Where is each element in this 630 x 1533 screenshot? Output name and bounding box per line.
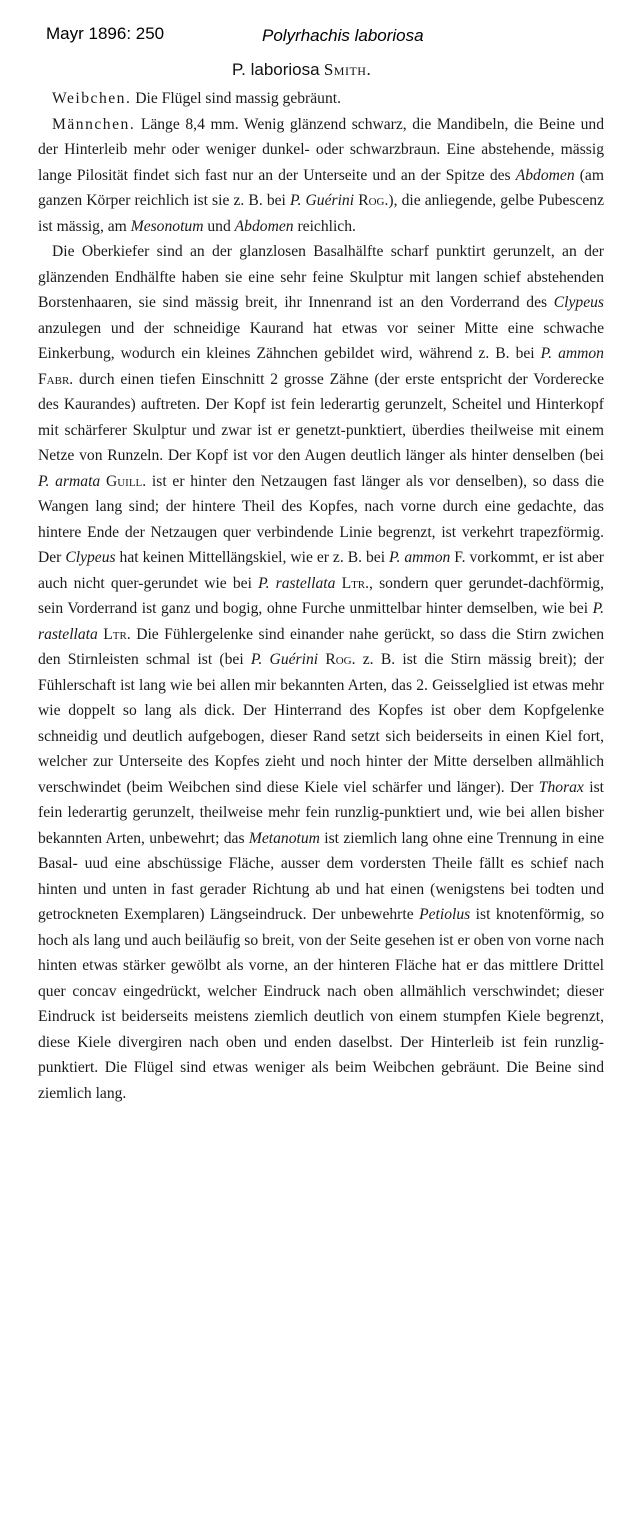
taxon-name: Mesonotum [130, 217, 204, 235]
text-run: Länge 8,4 mm. Wenig glänzend schwarz, die Mandibeln, die Beine und der Hinterleib mehr oder weniger dunkel- oder schwarzbraun. Eine abstehende, mässig lange Pilosität findet sich fast nur an der Unterseite und an der Spitze des [38, 115, 604, 184]
text-run: und [203, 217, 235, 235]
taxon-name: Abdomen [234, 217, 294, 235]
section-label-weibchen: Weibchen. [52, 90, 132, 107]
text-run: ist er hinter den Netzaugen fast länger als vor denselben), so dass die Wangen lang sind; der hintere Theil des Kopfes, nach vorne durch eine gedachte, das hintere Ende der Netzaugen quer verbindende Linie begrenzt, ist verkehrt trapezförmig. Der [38, 472, 604, 566]
text-run: z. B. ist die Stirn mässig breit); der Fühlerschaft ist lang wie bei allen mir bekannten Arten, das 2. Geisselglied ist etwas mehr wie doppelt so lang als dick. Der Hinterrand des Kopfes ist ober dem Kopfgelenke schneidig und deutlich aufgebogen, dieser Rand setzt sich beiderseits in einen Kiel fort, welcher zur Unterseite des Kopfes zieht und noch hinter der Mitte derselben allmählich verschwindet (beim Weibchen sind diese Kiele viel schärfer und länger). Der [38, 651, 605, 796]
text-run: Die Oberkiefer sind an der glanzlosen Basalhälfte scharf punktirt gerunzelt, an der glänzenden Endhälfte haben sie eine sehr feine Skulptur mit langen schief abstehenden Borstenhaaren, sie sind mässig breit, ihr Innenrand ist an den Vorderrand des [38, 243, 604, 311]
author-abbrev: Ltr. [341, 574, 370, 592]
author-abbrev: Fabr. [38, 370, 74, 388]
text-run: ist ziemlich lang ohne eine Trennung in eine Basal- uud eine abschüssige Fläche, ausser dem vordersten Theile fällt es schief nach hinten und unten in fast gerader Richtung ab und hat einen (wenigstens bei todten und getrockneten Exemplaren) Längseindruck. Der unbewehrte [38, 829, 605, 923]
text-run: Die Flügel sind massig gebräunt. [131, 90, 341, 107]
species-heading-author: Smith. [323, 60, 372, 79]
text-run: ist knotenförmig, so hoch als lang und auch beiläufig so breit, von der Seite gesehen ist er oben von vorne nach hinten etwas stärker gewölbt als vorne, an der hinteren Fläche hat er das mittlere Drittel quer concav eingedrückt, welcher Eindruck nach oben allmählich verschwindet; dieser Eindruck ist beiderseits meistens ziemlich deutlich von einem stumpfen Kiele begrenzt, diese Kiele divergiren nach oben und enden daselbst. Der Hinterleib ist fein runzlig-punktiert. Die Flügel sind etwas weniger als beim Weibchen gebräunt. Die Beine sind ziemlich lang. [38, 906, 604, 1102]
citation-label: Mayr 1896: 250 [46, 24, 165, 43]
text-run: reichlich. [293, 217, 356, 235]
text-run: ist fein lederartig gerunzelt, theilweise mehr fein runzlig-punktiert und, wie bei allen bisher bekannten Arten, unbewehrt; das [38, 778, 604, 847]
author-abbrev: Rog. [325, 651, 356, 668]
paragraph-description [38, 239, 604, 1106]
taxon-name: Clypeus [65, 549, 116, 566]
body-text [38, 86, 604, 1106]
taxon-name: Petiolus [419, 906, 471, 923]
author-abbrev: Rog. [358, 192, 389, 209]
text-run: ), die anliegende, gelbe Pubescenz ist mässig, am [38, 192, 604, 235]
taxon-name: P. armata [38, 472, 101, 490]
species-heading [232, 60, 371, 80]
text-run: hat keinen Mittellängskiel, wie er z. B. bei [115, 549, 389, 566]
text-run: anzulegen und der schneidige Kaurand hat etwas vor seiner Mitte eine schwache Einkerbung, wodurch ein kleines Zähnchen gebildet wird, während z. B. bei [38, 319, 604, 362]
taxon-name: Thorax [538, 778, 584, 796]
paragraph-weibchen [38, 86, 604, 112]
text-run: Die Fühlergelenke sind einander nahe gerückt, so dass die Stirn zwichen den Stirnleisten schmal ist (bei [38, 625, 604, 668]
text-run: durch einen tiefen Einschnitt 2 grosse Zähne (der erste entspricht der Vorderecke des Kaurandes) auftreten. Der Kopf ist fein lederartig gerunzelt, Scheitel und Hinterkopf mit schärferer Skulptur und zwar ist er genetzt-punktiert, überdies theilweise mit einem Netze von Runzeln. Der Kopf ist vor den Augen deutlich länger als hinter denselben (bei [38, 370, 604, 464]
section-label-maennchen: Männchen. [52, 115, 136, 133]
taxon-name: Clypeus [553, 294, 604, 311]
taxon-name: P. rastellata [38, 600, 604, 643]
author-abbrev: Guill. [105, 472, 147, 490]
text-run: (am ganzen Körper reichlich ist sie z. B. bei [38, 166, 604, 209]
text-run: F. vorkommt, er ist aber auch nicht quer-gerundet wie bei [38, 549, 604, 592]
taxon-name: P. ammon [540, 345, 604, 362]
taxon-name: Abdomen [515, 166, 575, 184]
species-heading-name: P. laboriosa [232, 60, 320, 79]
author-abbrev: Ltr. [103, 625, 131, 643]
taxon-name: P. ammon [389, 549, 451, 566]
taxon-name: Metanotum [248, 829, 320, 847]
paragraph-maennchen [38, 112, 604, 240]
species-label: Polyrhachis laboriosa [262, 26, 424, 45]
taxon-name: P. Guérini [290, 192, 355, 209]
taxon-name: P. Guérini [250, 651, 319, 668]
text-run: , sondern quer gerundet-dachförmig, sein Vorderrand ist ganz und bogig, ohne Furche unmittelbar hinter demselben, wie bei [38, 574, 604, 617]
taxon-name: P. rastellata [258, 574, 336, 592]
